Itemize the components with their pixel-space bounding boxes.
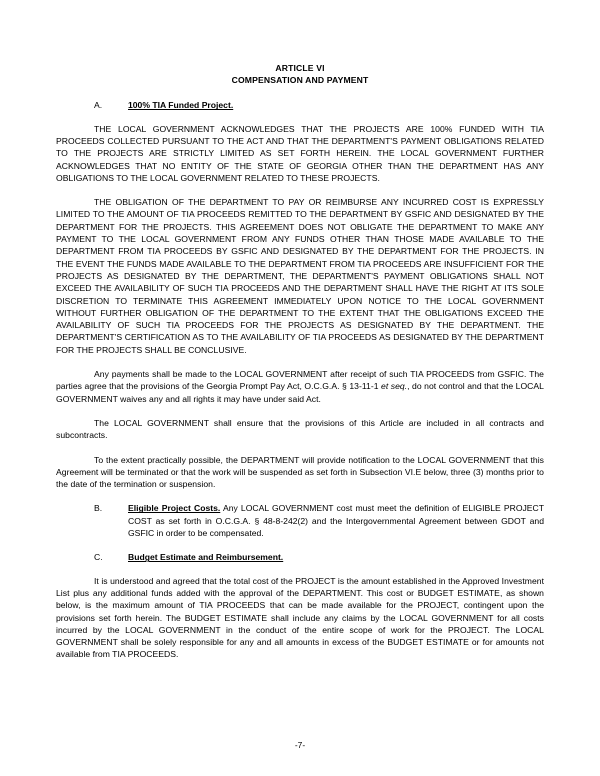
- spacer: [56, 539, 544, 551]
- section-a-paragraph-3: [56, 368, 544, 405]
- section-b-text: Any LOCAL GOVERNMENT cost must meet the definition of ELIGIBLE PROJECT COST as set forth in O.C.G.A. § 48-8-242(2) and the Intergovernmental Agreement between GDOT and GSFIC in order to be compensated.: [128, 503, 544, 539]
- spacer: [56, 564, 544, 575]
- section-a-paragraph-3-part2: , do not control and that the LOCAL GOVERNMENT waives any and all rights it may have under said Act.: [56, 381, 544, 404]
- spacer: [56, 405, 544, 417]
- section-c-paragraph: It is understood and agreed that the total cost of the PROJECT is the amount established in the Approved Investment List plus any additional funds added with the approval of the DEPARTMENT. This cost or BUDGET ESTIMATE, as shown below, is the maximum amount of TIA PROCEEDS that can be made available for the PROJECT, contingent upon the provisions set forth herein. The BUDGET ESTIMATE shall include any claims by the LOCAL GOVERNMENT for all costs incurred by the LOCAL GOVERNMENT in the conduct of the entire scope of work for the PROJECT. The LOCAL GOVERNMENT shall be solely responsible for any and all amounts in excess of the BUDGET ESTIMATE or for amounts not available from TIA PROCEEDS.: [56, 575, 544, 660]
- section-a-paragraph-2: THE OBLIGATION OF THE DEPARTMENT TO PAY OR REIMBURSE ANY INCURRED COST IS EXPRESSLY LIMITED TO THE AMOUNT OF TIA PROCEEDS REMITTED TO THE DEPARTMENT BY GSFIC AND DESIGNATED BY THE DEPARTMENT FOR THE PROJECTS. THIS AGREEMENT DOES NOT OBLIGATE THE DEPARTMENT TO MAKE ANY PAYMENT TO THE LOCAL GOVERNMENT FROM ANY FUNDS OTHER THAN THOSE MADE AVAILABLE TO THE DEPARTMENT FROM TIA PROCEEDS BY GSFIC AND DESIGNATED BY THE DEPARTMENT FOR THE PROJECTS. IN THE EVENT THE FUNDS MADE AVAILABLE TO THE DEPARTMENT FROM TIA PROCEEDS ARE INSUFFICIENT FOR THE PROJECTS AS DESIGNATED BY THE DEPARTMENT, THE DEPARTMENT'S PAYMENT OBLIGATIONS SHALL NOT EXCEED THE AVAILABILITY OF SUCH TIA PROCEEDS AND THE DEPARTMENT SHALL HAVE THE RIGHT AT ITS SOLE DISCRETION TO TERMINATE THIS AGREEMENT IMMEDIATELY UPON NOTICE TO THE LOCAL GOVERNMENT WITHOUT FURTHER OBLIGATION OF THE DEPARTMENT TO THE EXTENT THAT THE OBLIGATIONS EXCEED THE AVAILABILITY OF SUCH TIA PROCEEDS FOR THE PROJECTS AS DESIGNATED BY THE DEPARTMENT. THE DEPARTMENT'S CERTIFICATION AS TO THE AVAILABILITY OF TIA PROCEEDS AS DESIGNATED BY THE DEPARTMENT FOR THE PROJECTS SHALL BE CONCLUSIVE.: [56, 197, 544, 355]
- section-a-paragraph-3-italic: et seq.: [381, 381, 408, 392]
- section-c-heading-text: Budget Estimate and Reimbursement.: [128, 552, 284, 563]
- spacer: [56, 86, 544, 99]
- spacer: [56, 490, 544, 502]
- article-title: [56, 62, 544, 86]
- spacer: [56, 112, 544, 123]
- section-a-paragraph-3-part1: Any payments shall be made to the LOCAL GOVERNMENT after receipt of such TIA PROCEEDS from GSFIC. The parties agree that the provisions of the Georgia Prompt Pay Act, O.C.G.A. § 13-11-1: [56, 369, 544, 392]
- spacer: [56, 356, 544, 368]
- article-title-line-1: ARTICLE VI: [275, 63, 325, 73]
- section-b-letter: B.: [94, 503, 103, 514]
- section-b-heading-text: Eligible Project Costs.: [128, 503, 221, 514]
- section-a-heading: [56, 99, 544, 111]
- section-b: [56, 502, 544, 539]
- section-a-paragraph-4: The LOCAL GOVERNMENT shall ensure that the provisions of this Article are included in all contracts and subcontracts.: [56, 417, 544, 441]
- article-title-line-2: COMPENSATION AND PAYMENT: [231, 75, 369, 86]
- spacer: [56, 184, 544, 196]
- section-a-letter: A.: [94, 100, 103, 111]
- section-c-heading: [56, 551, 544, 563]
- page-number: -7-: [294, 740, 306, 750]
- section-a-paragraph-5: To the extent practically possible, the DEPARTMENT will provide notification to the LOCAL GOVERNMENT that this Agreement will be terminated or that the work will be suspended as set forth in Subsection VI.E below, three (3) months prior to the date of the termination or suspension.: [56, 454, 544, 490]
- spacer: [56, 442, 544, 454]
- section-a-heading-text: 100% TIA Funded Project.: [128, 100, 234, 111]
- section-c-letter: C.: [94, 552, 103, 563]
- section-a-paragraph-1: THE LOCAL GOVERNMENT ACKNOWLEDGES THAT THE PROJECTS ARE 100% FUNDED WITH TIA PROCEEDS COLLECTED PURSUANT TO THE ACT AND THAT THE DEPARTMENT'S PAYMENT OBLIGATIONS RELATED TO THE PROJECTS ARE STRICTLY LIMITED AS SET FORTH HEREIN. THE LOCAL GOVERNMENT FURTHER ACKNOWLEDGES THAT NO ENTITY OF THE STATE OF GEORGIA OTHER THAN THE DEPARTMENT HAS ANY OBLIGATIONS TO THE LOCAL GOVERNMENT RELATED TO THESE PROJECTS.: [56, 123, 544, 183]
